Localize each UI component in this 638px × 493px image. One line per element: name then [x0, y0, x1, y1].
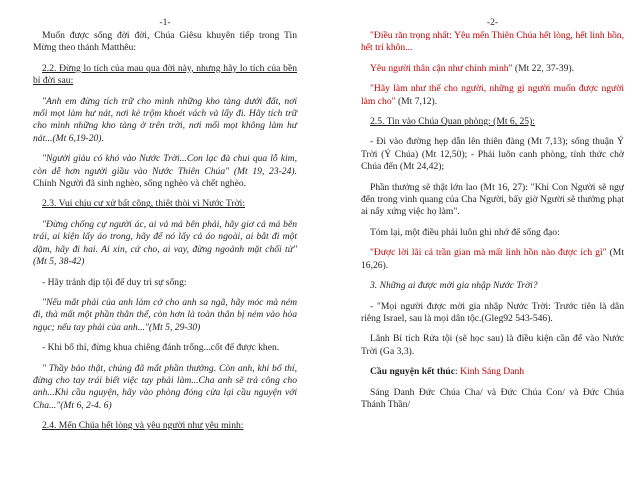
intro-paragraph: Muốn được sống đời đời, Chúa Giêsu khuyên tiếp trong Tin Mừng theo thánh Matthêu: [33, 30, 297, 54]
quote-golden-rule-ref: (Mt 7,12). [395, 95, 438, 107]
section-heading-2-3: 2.3. Vui chịu cư xử bất công, thiệt thòi vì Nước Trời: [42, 198, 245, 210]
section-heading-2-2: 2.2. Đừng lo tích của mau qua đời này, nhưng hãy lo tích của bền bỉ đời sau: [33, 62, 297, 87]
paragraph-summary: Tóm lại, một điều phải luôn ghi nhớ để sống đạo: [370, 226, 560, 238]
quote-gain-world-ref: (Mt 16,26). [361, 247, 624, 271]
closing-prayer-colon: : [455, 366, 461, 378]
bullet-almsgiving: - Khi bố thí, đừng khua chiêng đánh trống...cốt để được khen. [42, 342, 280, 354]
section-heading-2-5: 2.5. Tin vào Chúa Quan phòng: (Mt 6, 25): [370, 116, 535, 128]
quote-mt-19-23: "Người giàu có khó vào Nước Trời...Con lạc đà chui qua lỗ kim, còn dễ hơn người giầu vào Nước Thiên Chúa" (Mt 19, 23-24). [33, 153, 297, 177]
quote-love-neighbor-text: Yêu người thân cận như chính mình" [370, 62, 513, 74]
section-heading-3: 3. Những ai được mời gia nhập Nước Trời? [370, 280, 538, 292]
quote-mt-5-29: "Nếu mắt phải của anh làm cớ cho anh sa ngã, hãy móc mà ném đi, thà mất một phần thân thể, còn hơn là toàn thân bị ném vào hỏa ngục; nếu tay phải của anh..."(Mt 5, 29-30) [33, 296, 297, 333]
right-page [319, 0, 638, 493]
prayer-text: Sáng Danh Đức Chúa Cha/ và Đức Chúa Con/ và Đức Chúa Thánh Thần/ [361, 386, 624, 410]
quote-gain-world [361, 247, 624, 272]
quote-mt-19-23-tail: Chính Người đã sinh nghèo, sống nghèo và chết nghèo. [33, 178, 247, 190]
quote-golden-rule [361, 83, 624, 108]
quote-mt-6-19: "Anh em đừng tích trữ cho mình những kho tàng dưới đất, nơi mối mọt làm hư nát, nơi kẻ trộm khoét vách và lấy đi. Hãy tích trữ cho mình những kho tàng ở trên trời, nơi mối mọt không làm hư nát...(Mt 6,19-20). [33, 95, 297, 144]
page-number: -2- [486, 17, 499, 28]
paragraph-reward: Phần thưởng sẽ thật lớn lao (Mt 16, 27): "Khi Con Người sẽ ngự đến trong vinh quang của Cha Người, bấy giờ Người sẽ thưởng phạt ai nấy xứng việc họ làm". [361, 181, 624, 218]
quote-mt-5-38: "Đừng chống cự người ác, ai vả má bên phải, hãy giơ cả má bên trái, ai kiện lấy áo trong, hãy để nó lấy cả áo ngoài, ai bắt đi một dặm, hãy đi hai. Ai xin, cứ cho, ai vay, đừng ngoảnh mặt chối từ"(Mt 5, 38-42) [33, 218, 297, 268]
paragraph-invited-all: - "Mọi người được mời gia nhập Nước Trời: Trước tiên là dân riêng Israel, sau là mọi dân tộc.(Gleg92 543-546). [361, 300, 624, 324]
closing-prayer-name: Kinh Sáng Danh [460, 366, 525, 378]
quote-golden-rule-text: "Hãy làm như thế cho người, những gì người muốn được người làm cho" [361, 83, 624, 107]
quote-gain-world-text: "Được lời lãi cả trần gian mà mất linh hồn nào được ích gì" [370, 247, 607, 259]
paragraph-narrow-way: - Đi vào đường hẹp dẫn lên thiên đàng (Mt 7,13); sống thuận Ý Trời (Ý Chúa) (Mt 12,50); - Phải luôn canh phòng, tỉnh thức chờ Chúa đến (Mt 24,42); [361, 136, 624, 173]
quote-love-neighbor-ref: (Mt 22, 37-39). [512, 62, 575, 74]
quote-mt-19-23-block [33, 153, 297, 190]
section-heading-2-4: 2.4. Mến Chúa hết lòng và yêu người như yêu mình: [42, 420, 244, 432]
quote-mt-6-2: " Thầy bảo thật, chúng đã mất phần thưởng. Còn anh, khi bố thí, đừng cho tay trái biết việc tay phải làm...Cha anh sẽ trả công cho anh...Khi cầu nguyện, hãy vào phòng đóng cửa lại cầu nguyện với Cha..."(Mt 6, 2-4. 6) [33, 362, 297, 411]
quote-love-neighbor [361, 63, 624, 75]
closing-prayer-heading [361, 366, 624, 378]
page-number: -1- [159, 17, 171, 28]
paragraph-baptism: Lãnh Bí tích Rửa tội (sẽ học sau) là điều kiện cần để vào Nước Trời (Ga 3,3). [361, 333, 624, 357]
closing-prayer-label: Cầu nguyện kết thúc [370, 366, 456, 378]
quote-greatest-commandment: "Điều răn trọng nhất: Yêu mến Thiên Chúa hết lòng, hết linh hồn, hết trí khôn... [361, 30, 624, 54]
bullet-avoid-sin: - Hãy tránh dịp tội để duy trì sự sống: [42, 276, 187, 288]
